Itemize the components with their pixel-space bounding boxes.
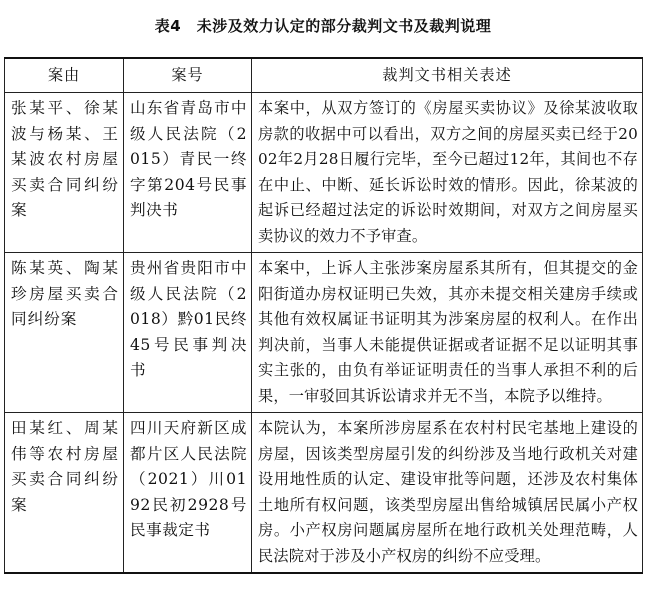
case-number-cell: 山东省青岛市中级人民法院（2015）青民一终字第204号民事判决书	[124, 93, 252, 253]
case-cause-cell: 田某红、周某伟等农村房屋买卖合同纠纷案	[5, 413, 124, 574]
description-cell: 本院认为，本案所涉房屋系在农村村民宅基地上建设的房屋，因该类型房屋引发的纠纷涉及当地行政机关对建设用地性质的认定、建设审批等问题，还涉及农村集体土地所有权问题，该类型房屋出售给城镇居民属小产权房。小产权房问题属房屋所在地行政机关处理范畴，人民法院对于涉及小产权房的纠纷不应受理。	[252, 413, 643, 574]
table-row	[5, 413, 643, 574]
column-header-cause: 案由	[5, 58, 124, 93]
table-row	[5, 93, 643, 253]
case-number-cell: 四川天府新区成都片区人民法院（2021）川0192民初2928号民事裁定书	[124, 413, 252, 574]
description-cell: 本案中，从双方签订的《房屋买卖协议》及徐某波收取房款的收据中可以看出，双方之间的房屋买卖已经于2002年2月28日履行完毕，至今已超过12年，其间也不存在中止、中断、延长诉讼时效的情形。因此，徐某波的起诉已经超过法定的诉讼时效期间，对双方之间房屋买卖协议的效力不予审查。	[252, 93, 643, 253]
column-header-case-number: 案号	[124, 58, 252, 93]
column-header-description: 裁判文书相关表述	[252, 58, 643, 93]
description-cell: 本案中，上诉人主张涉案房屋系其所有，但其提交的金阳街道办房权证明已失效，其亦未提交相关建房手续或其他有效权属证书证明其为涉案房屋的权利人。在作出判决前，当事人未能提供证据或者证据不足以证明其事实主张的，由负有举证证明责任的当事人承担不利的后果，一审驳回其诉讼请求并无不当，本院予以维持。	[252, 253, 643, 413]
judgment-table	[4, 57, 643, 574]
case-cause-cell: 张某平、徐某波与杨某、王某波农村房屋买卖合同纠纷案	[5, 93, 124, 253]
case-cause-cell: 陈某英、陶某珍房屋买卖合同纠纷案	[5, 253, 124, 413]
header-row	[5, 58, 643, 93]
case-number-cell: 贵州省贵阳市中级人民法院（2018）黔01民终45号民事判决书	[124, 253, 252, 413]
table-row	[5, 253, 643, 413]
table-title: 表4 未涉及效力认定的部分裁判文书及裁判说理	[154, 17, 492, 35]
